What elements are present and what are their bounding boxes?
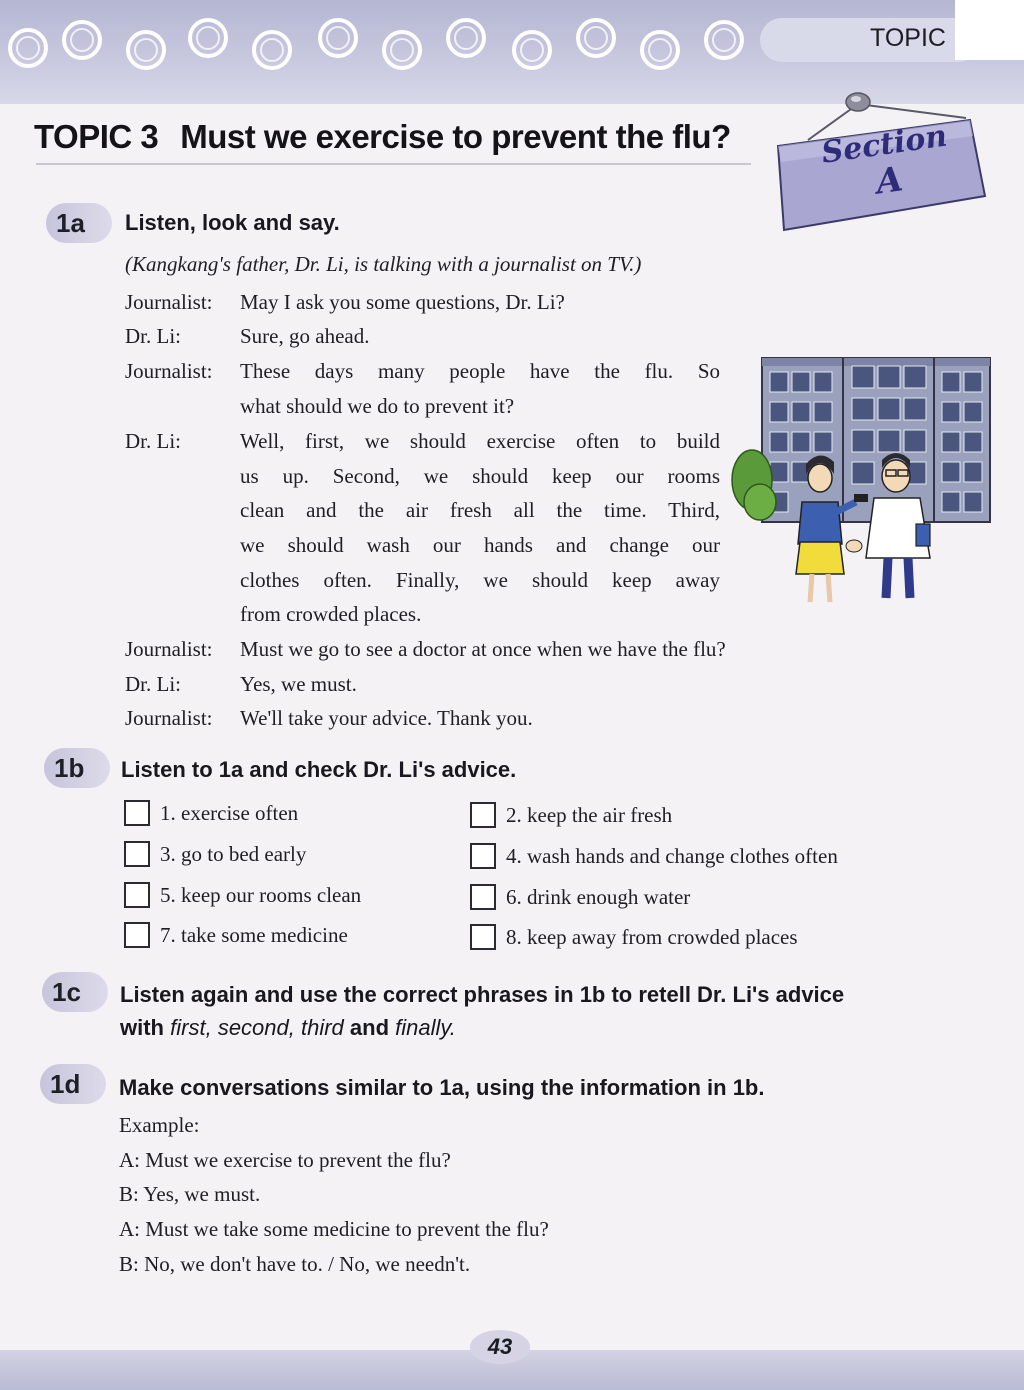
keyword-finally: finally.	[395, 1015, 456, 1040]
activity-badge-1c: 1c	[42, 972, 108, 1012]
dialogue-line: Yes, we must.	[240, 672, 357, 696]
checkbox[interactable]	[124, 922, 150, 948]
dialogue-line: what should we do to prevent it?	[240, 394, 515, 418]
activity-badge-1a: 1a	[46, 203, 112, 243]
ring-icon	[126, 30, 166, 70]
dialogue-line: Well, first, we should exercise often to build	[240, 429, 720, 453]
ring-icon	[576, 18, 616, 58]
ring-icon	[382, 30, 422, 70]
checklist-item: 4. wash hands and change clothes often	[506, 844, 838, 868]
example-line: A: Must we take some medicine to prevent the flu?	[119, 1217, 549, 1241]
example-line: A: Must we exercise to prevent the flu?	[119, 1148, 451, 1172]
example-label: Example:	[119, 1113, 200, 1137]
checklist-item: 3. go to bed early	[160, 842, 307, 866]
example-line: B: No, we don't have to. / No, we needn't.	[119, 1252, 471, 1276]
activity-badge-1d: 1d	[40, 1064, 106, 1104]
dialogue-line: clean and the air fresh all the time. Third,	[240, 498, 720, 522]
title-divider	[36, 163, 751, 165]
keyword-third: third	[301, 1015, 344, 1040]
speaker-label: Dr. Li:	[125, 672, 181, 696]
speaker-label: Journalist:	[125, 359, 213, 383]
dialogue-line: We'll take your advice. Thank you.	[240, 706, 533, 730]
section-word: Section	[819, 118, 950, 171]
activity-heading-1b: Listen to 1a and check Dr. Li's advice.	[121, 757, 517, 782]
checklist-item: 8. keep away from crowded places	[506, 925, 798, 949]
keyword-first: first,	[170, 1015, 212, 1040]
speaker-label: Journalist:	[125, 290, 213, 314]
activity-heading-1a: Listen, look and say.	[125, 210, 340, 235]
dialogue-intro: (Kangkang's father, Dr. Li, is talking with a journalist on TV.)	[125, 252, 642, 276]
keyword-second: second,	[217, 1015, 295, 1040]
ring-icon	[446, 18, 486, 58]
dialogue-line: These days many people have the flu. So	[240, 359, 720, 383]
ring-icon	[252, 30, 292, 70]
speaker-label: Dr. Li:	[125, 429, 181, 453]
activity-badge-1b: 1b	[44, 748, 110, 788]
topic-number: TOPIC 3	[34, 118, 159, 155]
activity-heading-1c: Listen again and use the correct phrases in 1b to retell Dr. Li's advice	[120, 982, 845, 1007]
section-letter: A	[873, 159, 906, 203]
dialogue-line: from crowded places.	[240, 602, 422, 626]
topic-title: Must we exercise to prevent the flu?	[180, 118, 731, 155]
checklist-item: 5. keep our rooms clean	[160, 883, 362, 907]
activity-heading-1d: Make conversations similar to 1a, using the information in 1b.	[119, 1075, 765, 1100]
checkbox[interactable]	[470, 802, 496, 828]
checkbox[interactable]	[470, 924, 496, 950]
speaker-label: Journalist:	[125, 637, 213, 661]
dialogue-line: Must we go to see a doctor at once when we have the flu?	[240, 637, 726, 661]
page-number: 43	[470, 1330, 530, 1364]
ring-icon	[704, 20, 744, 60]
checkbox[interactable]	[124, 882, 150, 908]
dialogue-line: clothes often. Finally, we should keep away	[240, 568, 720, 592]
header-corner	[955, 0, 1024, 60]
heading-word: and	[349, 1015, 390, 1040]
activity-heading-1c-line2	[120, 1015, 456, 1041]
ring-icon	[8, 28, 48, 68]
ring-icon	[512, 30, 552, 70]
hospital-illustration	[730, 352, 992, 610]
dialogue-line: us up. Second, we should keep our rooms	[240, 464, 720, 488]
ring-icon	[188, 18, 228, 58]
example-line: B: Yes, we must.	[119, 1182, 261, 1206]
ring-icon	[62, 20, 102, 60]
ring-icon	[318, 18, 358, 58]
heading-word: with	[120, 1015, 164, 1040]
checkbox[interactable]	[470, 884, 496, 910]
dialogue-line: May I ask you some questions, Dr. Li?	[240, 290, 565, 314]
speaker-label: Journalist:	[125, 706, 213, 730]
checklist-item: 2. keep the air fresh	[506, 803, 673, 827]
speaker-label: Dr. Li:	[125, 324, 181, 348]
page-title	[34, 118, 731, 156]
ring-icon	[640, 30, 680, 70]
checklist-item: 1. exercise often	[160, 801, 299, 825]
checkbox[interactable]	[124, 800, 150, 826]
dialogue-line: we should wash our hands and change our	[240, 533, 720, 557]
header-topic-label: TOPIC	[870, 24, 946, 52]
dialogue-line: Sure, go ahead.	[240, 324, 370, 348]
checklist-item: 6. drink enough water	[506, 885, 691, 909]
checkbox[interactable]	[470, 843, 496, 869]
checklist-item: 7. take some medicine	[160, 923, 348, 947]
checkbox[interactable]	[124, 841, 150, 867]
